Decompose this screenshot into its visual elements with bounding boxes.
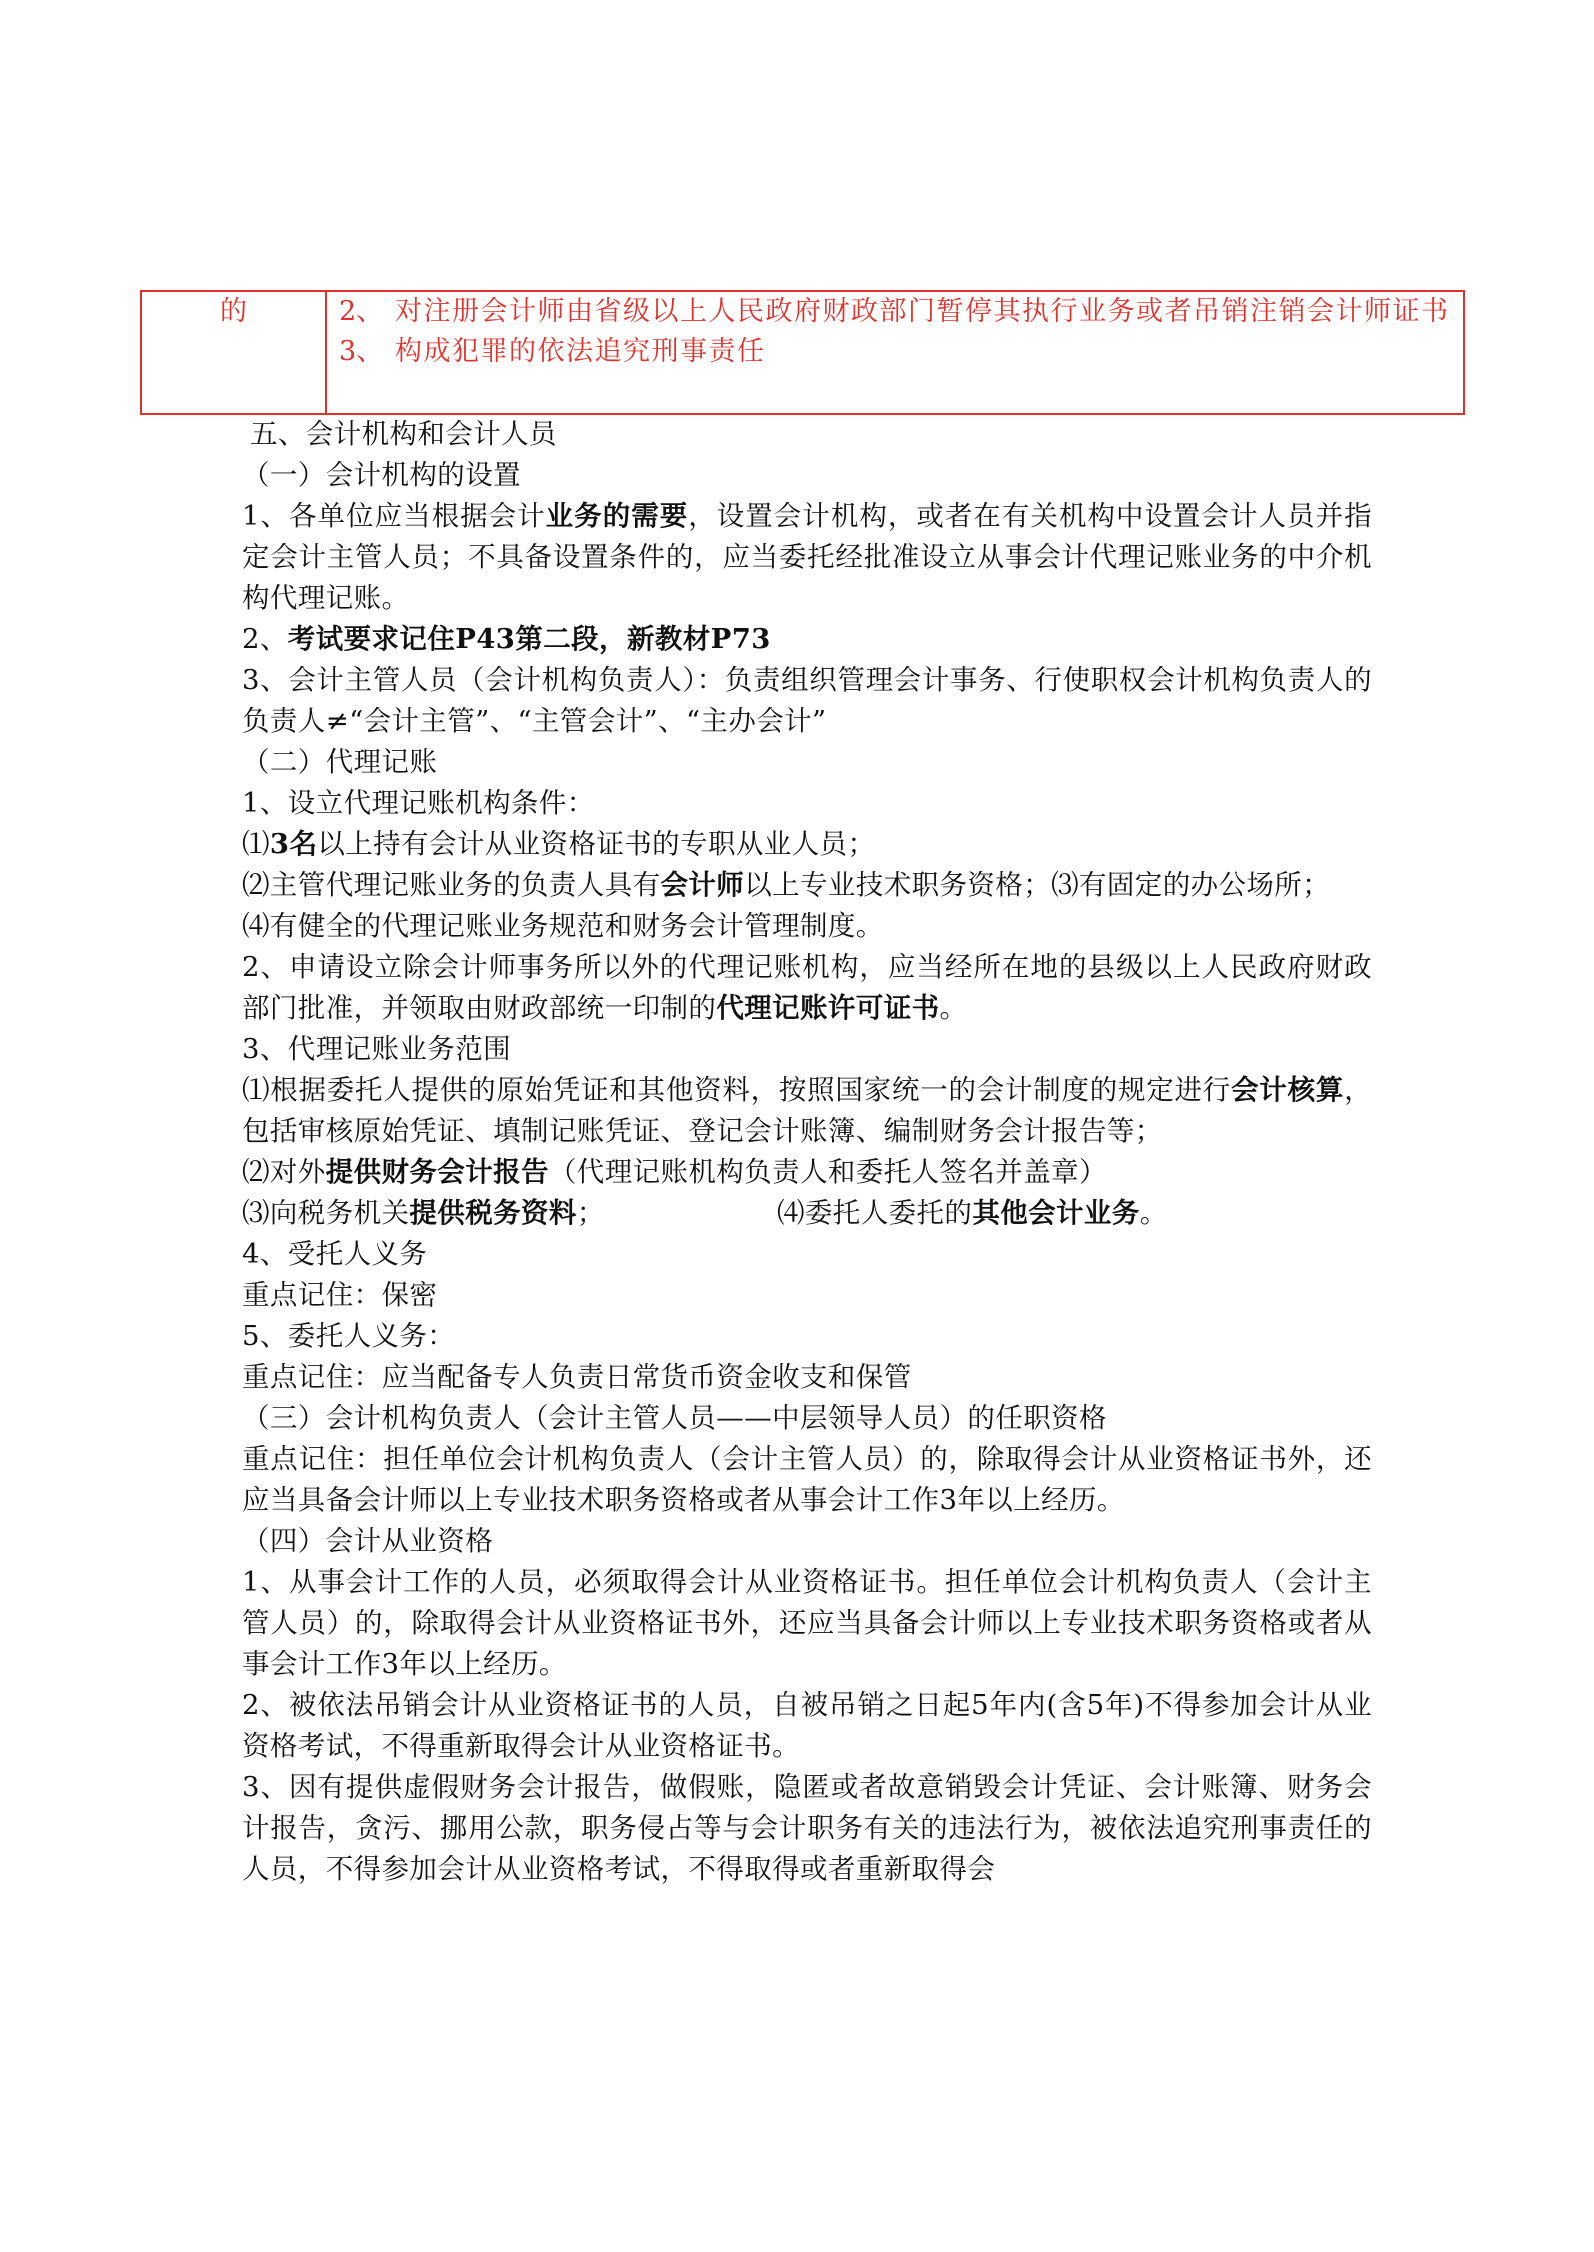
item-text: 构成犯罪的依法追究刑事责任 xyxy=(395,336,766,367)
table-right-cell xyxy=(327,292,1463,413)
subsection-heading: （三）会计机构负责人（会计主管人员——中层领导人员）的任职资格 xyxy=(242,1402,1107,1434)
penalty-table xyxy=(140,290,1465,415)
subsection-heading: （一）会计机构的设置 xyxy=(242,459,521,491)
paragraph: ⑶向税务机关提供税务资料； ⑷委托人委托的其他会计业务。 xyxy=(242,1197,1168,1229)
paragraph: 3、代理记账业务范围 xyxy=(242,1033,511,1065)
paragraph: ⑴根据委托人提供的原始凭证和其他资料，按照国家统一的会计制度的规定进行会计核算，包括审核原始凭证、填制记账凭证、登记会计账簿、编制财务会计报告等； xyxy=(242,1074,1372,1147)
table-left-cell: 的 xyxy=(142,292,327,413)
table-item xyxy=(339,332,1459,372)
subsection-heading: （二）代理记账 xyxy=(242,746,438,778)
paragraph: 2、申请设立除会计师事务所以外的代理记账机构，应当经所在地的县级以上人民政府财政部门批准，并领取由财政部统一印制的代理记账许可证书。 xyxy=(242,951,1372,1024)
paragraph: 5、委托人义务： xyxy=(242,1320,456,1352)
paragraph: 2、考试要求记住P43第二段，新教材P73 xyxy=(242,623,771,655)
paragraph: 2、被依法吊销会计从业资格证书的人员，自被吊销之日起5年内(含5年)不得参加会计从业资格考试，不得重新取得会计从业资格证书。 xyxy=(242,1689,1372,1762)
paragraph: 重点记住：保密 xyxy=(242,1279,438,1311)
paragraph: ⑵主管代理记账业务的负责人具有会计师以上专业技术职务资格；⑶有固定的办公场所； xyxy=(242,869,1331,901)
item-number: 3、 xyxy=(339,336,384,367)
paragraph: 3、因有提供虚假财务会计报告，做假账，隐匿或者故意销毁会计凭证、会计账簿、财务会计报告，贪污、挪用公款，职务侵占等与会计职务有关的违法行为，被依法追究刑事责任的人员，不得参加会计从业资格考试，不得取得或者重新取得会 xyxy=(242,1771,1372,1885)
document-body xyxy=(242,414,1372,1890)
item-text: 对注册会计师由省级以上人民政府财政部门暂停其执行业务或者吊销注销会计师证书 xyxy=(395,296,1450,327)
paragraph: 1、各单位应当根据会计业务的需要，设置会计机构，或者在有关机构中设置会计人员并指定会计主管人员；不具备设置条件的，应当委托经批准设立从事会计代理记账业务的中介机构代理记账。 xyxy=(242,500,1372,614)
item-number: 2、 xyxy=(339,296,384,327)
paragraph: ⑴3名以上持有会计从业资格证书的专职从业人员； xyxy=(242,828,876,860)
paragraph: 重点记住：应当配备专人负责日常货币资金收支和保管 xyxy=(242,1361,912,1393)
subsection-heading: （四）会计从业资格 xyxy=(242,1525,494,1557)
paragraph: 3、会计主管人员（会计机构负责人）：负责组织管理会计事务、行使职权会计机构负责人的负责人≠“会计主管”、“主管会计”、“主办会计” xyxy=(242,664,1372,737)
paragraph: 重点记住：担任单位会计机构负责人（会计主管人员）的，除取得会计从业资格证书外，还应当具备会计师以上专业技术职务资格或者从事会计工作3年以上经历。 xyxy=(242,1443,1372,1516)
paragraph: 1、从事会计工作的人员，必须取得会计从业资格证书。担任单位会计机构负责人（会计主管人员）的，除取得会计从业资格证书外，还应当具备会计师以上专业技术职务资格或者从事会计工作3年以上经历。 xyxy=(242,1566,1372,1680)
paragraph: 4、受托人义务 xyxy=(242,1238,428,1270)
paragraph: 1、设立代理记账机构条件： xyxy=(242,787,595,819)
paragraph: ⑷有健全的代理记账业务规范和财务会计管理制度。 xyxy=(242,910,884,942)
section-heading: 五、会计机构和会计人员 xyxy=(250,418,557,450)
paragraph: ⑵对外提供财务会计报告（代理记账机构负责人和委托人签名并盖章） xyxy=(242,1156,1107,1188)
table-item xyxy=(339,292,1459,332)
